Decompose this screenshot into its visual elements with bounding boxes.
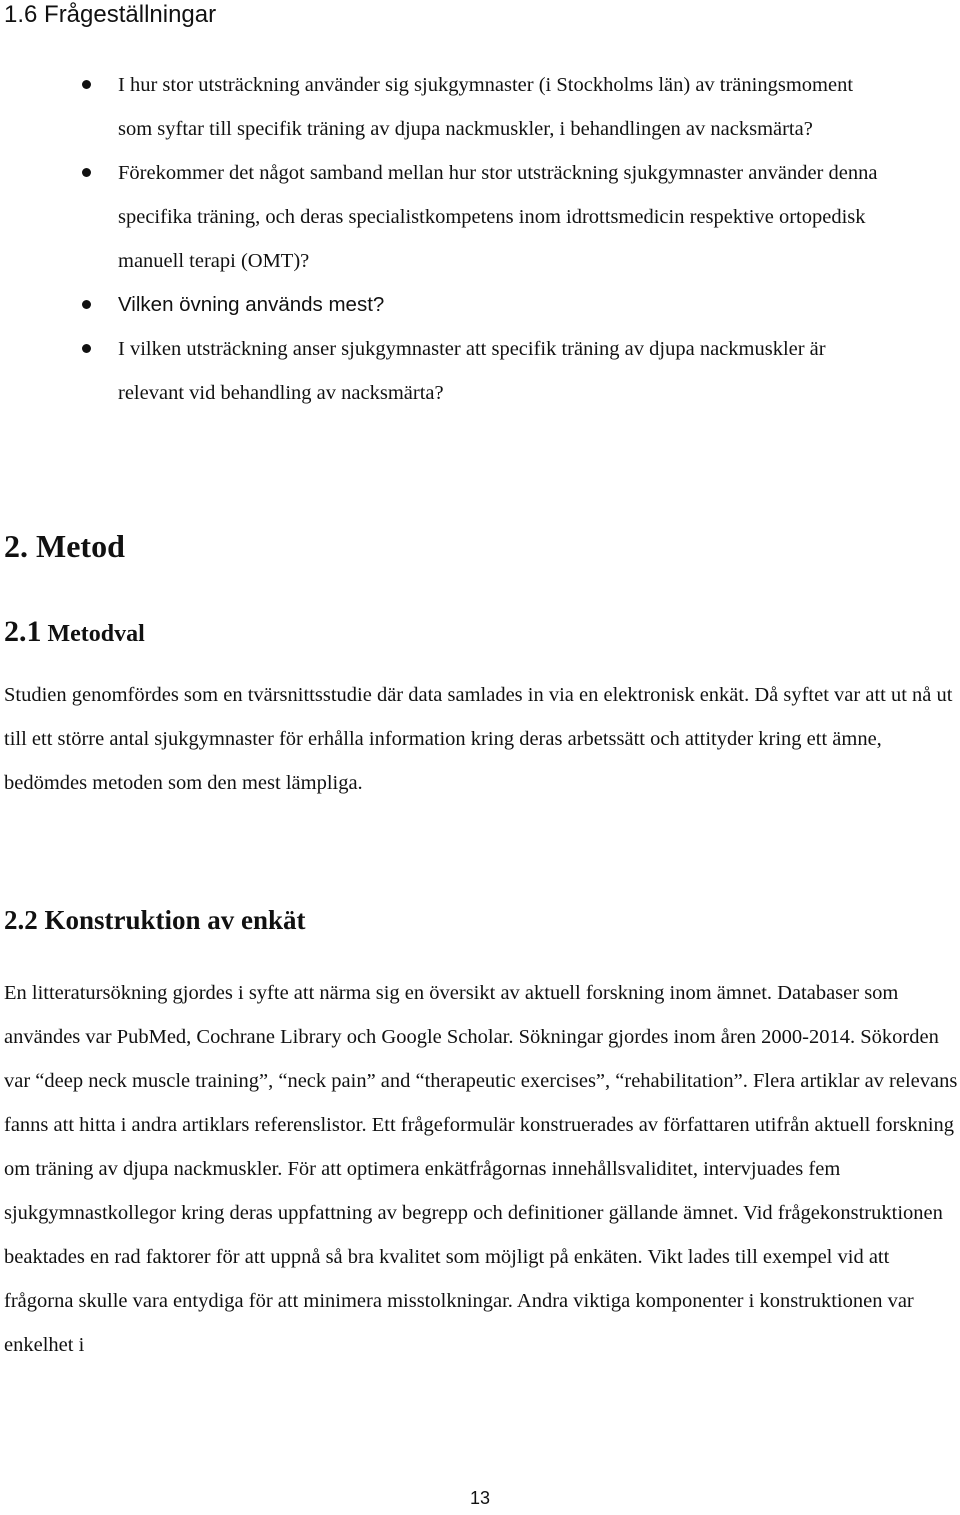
- section-heading-1-6: 1.6 Frågeställningar: [4, 1, 217, 28]
- section-heading-2-1: [4, 612, 145, 654]
- metodval-paragraph: Studien genomfördes som en tvärsnittsstudie där data samlades in via en elektronisk enkät. Då syftet var att ut nå ut till ett större antal sjukgymnaster för erhålla information kring deras arbetssätt och attityder kring ett ämne, bedömdes metoden som den mest lämpliga.: [4, 684, 953, 794]
- bullet-icon: [82, 344, 91, 353]
- bullet-icon: [82, 300, 91, 309]
- research-questions-list: [0, 63, 880, 415]
- question-text: Vilken övning används mest?: [118, 293, 385, 316]
- konstruktion-paragraph: En litteratursökning gjordes i syfte att närma sig en översikt av aktuell forskning inom ämnet. Databaser som användes var PubMed, Cochrane Library och Google Scholar. Sökningar gjordes inom åren 2000-2014. Sökorden var “deep neck muscle training”, “neck pain” and “therapeutic exercises”, “rehabilitation”. Flera artiklar av relevans fanns att hitta i andra artiklars referenslistor. Ett frågeformulär konstruerades av författaren utifrån aktuell forskning om träning av djupa nackmuskler. För att optimera enkätfrågornas innehållsvaliditet, intervjuades fem sjukgymnastkollegor kring deras uppfattning av begrepp och definitioner gällande ämnet. Vid frågekonstruktionen beaktades en rad faktorer för att uppnå så bra kvalitet som möjligt på enkäten. Vikt lades till exempel vid att frågorna skulle vara entydiga för att minimera misstolkningar. Andra viktiga komponenter i konstruktionen var enkelhet i: [4, 982, 958, 1356]
- section-heading-2: 2. Metod: [4, 528, 125, 564]
- section-heading-2-2: 2.2 Konstruktion av enkät: [4, 905, 306, 935]
- list-item: [0, 283, 880, 327]
- list-item: [0, 151, 880, 283]
- question-text: I vilken utsträckning anser sjukgymnaster att specifik träning av djupa nackmuskler är relevant vid behandling av nacksmärta?: [118, 338, 826, 404]
- list-item: [0, 63, 880, 151]
- section-title: Metodval: [47, 621, 145, 647]
- list-item: [0, 327, 880, 415]
- bullet-icon: [82, 168, 91, 177]
- section-number: 2.1: [4, 615, 42, 648]
- bullet-icon: [82, 80, 91, 89]
- question-text: Förekommer det något samband mellan hur stor utsträckning sjukgymnaster använder denna specifika träning, och deras specialistkompetens inom idrottsmedicin respektive ortopedisk manuell terapi (OMT)?: [118, 162, 878, 272]
- page-number: 13: [469, 1488, 491, 1508]
- question-text: I hur stor utsträckning använder sig sjukgymnaster (i Stockholms län) av träningsmoment som syftar till specifik träning av djupa nackmuskler, i behandlingen av nacksmärta?: [118, 74, 854, 140]
